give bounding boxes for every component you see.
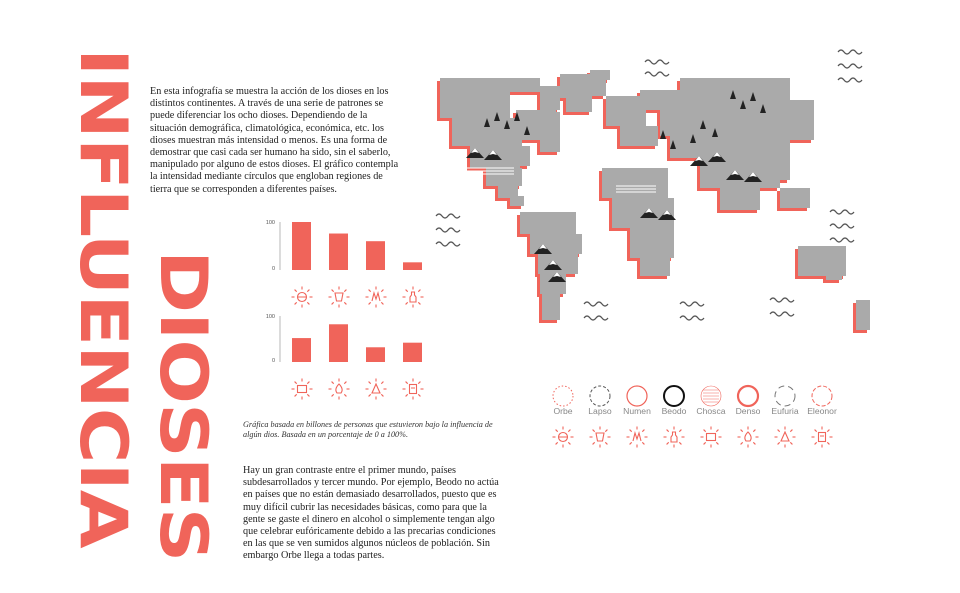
legend-item-eufuria	[771, 386, 798, 448]
legend-label: Eufuria	[771, 406, 799, 416]
legend-label: Lapso	[588, 406, 612, 416]
legend-pattern-circle	[553, 386, 573, 406]
title-line-2: DIOSES	[145, 250, 223, 562]
legend-item-denso	[736, 386, 761, 448]
legend-item-numen	[623, 386, 651, 448]
legend-item-chosca	[696, 386, 725, 448]
legend-pattern-circle	[812, 386, 832, 406]
fire-icon	[738, 427, 759, 448]
legend-pattern-circle	[627, 386, 647, 406]
book-icon	[812, 427, 833, 448]
legend-item-eleonor	[807, 386, 837, 448]
y-tick-label: 0	[271, 266, 275, 272]
legend-item-lapso	[588, 386, 612, 448]
globe-icon	[553, 427, 574, 448]
legend-pattern-circle	[775, 386, 795, 406]
legend-item-beodo	[662, 386, 687, 448]
y-tick-label: 100	[265, 220, 275, 226]
bottle-icon	[664, 427, 685, 448]
legend-label: Chosca	[696, 406, 726, 416]
y-tick-label: 0	[271, 358, 275, 364]
y-tick-label: 100	[265, 314, 275, 320]
legend-pattern-circle	[590, 386, 610, 406]
hands-icon	[627, 427, 648, 448]
title-line-1: INFLUENCIA	[65, 48, 143, 548]
cup-icon	[590, 427, 611, 448]
party-icon	[775, 427, 796, 448]
legend-pattern-circle	[664, 386, 684, 406]
legend-label: Orbe	[553, 406, 573, 416]
intro-paragraph: En esta infografía se muestra la acción de los dioses en los distintos continentes. A través de una serie de patrones se puede diferenciar los ocho dioses. Dependiendo de la situación demográfica, climatológica, económica, etc. los dioses muestran más intensidad o menos. Es una forma de demostrar que casi cada ser humano ha sido, sin el saberlo, manipulado por alguno de estos dioses. El gráfico contempla la intensidad mediante círculos que engloban regiones de tierra que se corresponden a diferentes países.	[150, 86, 399, 195]
bottom-paragraph: Hay un gran contraste entre el primer mundo, países subdesarrollados y tercer mundo. Por ejemplo, Beodo no actúa en países que no están demasiado desarrollados, puesto que es muy difícil cubrir las necesidades básicas, como para que la gente se gaste el dinero en alcohol o simplemente tengan algo que celebrar eufóricamente debido a las precarias condiciones en las que se ven sumidos algunos núcleos de población. Sin embargo Orbe llega a todas partes.	[243, 465, 499, 562]
legend-label: Denso	[735, 406, 761, 416]
legend-label: Numen	[623, 406, 651, 416]
legend-label: Eleonor	[807, 406, 837, 416]
legend-item-orbe	[553, 386, 574, 448]
legend-pattern-circle	[738, 386, 758, 406]
chart-caption: Gráfica basada en billones de personas que estuvieron bajo la influencia de algún dios. Basada en un porcentaje de 0 a 100%.	[243, 420, 493, 439]
tv-icon	[701, 427, 722, 448]
legend-label: Beodo	[661, 406, 687, 416]
